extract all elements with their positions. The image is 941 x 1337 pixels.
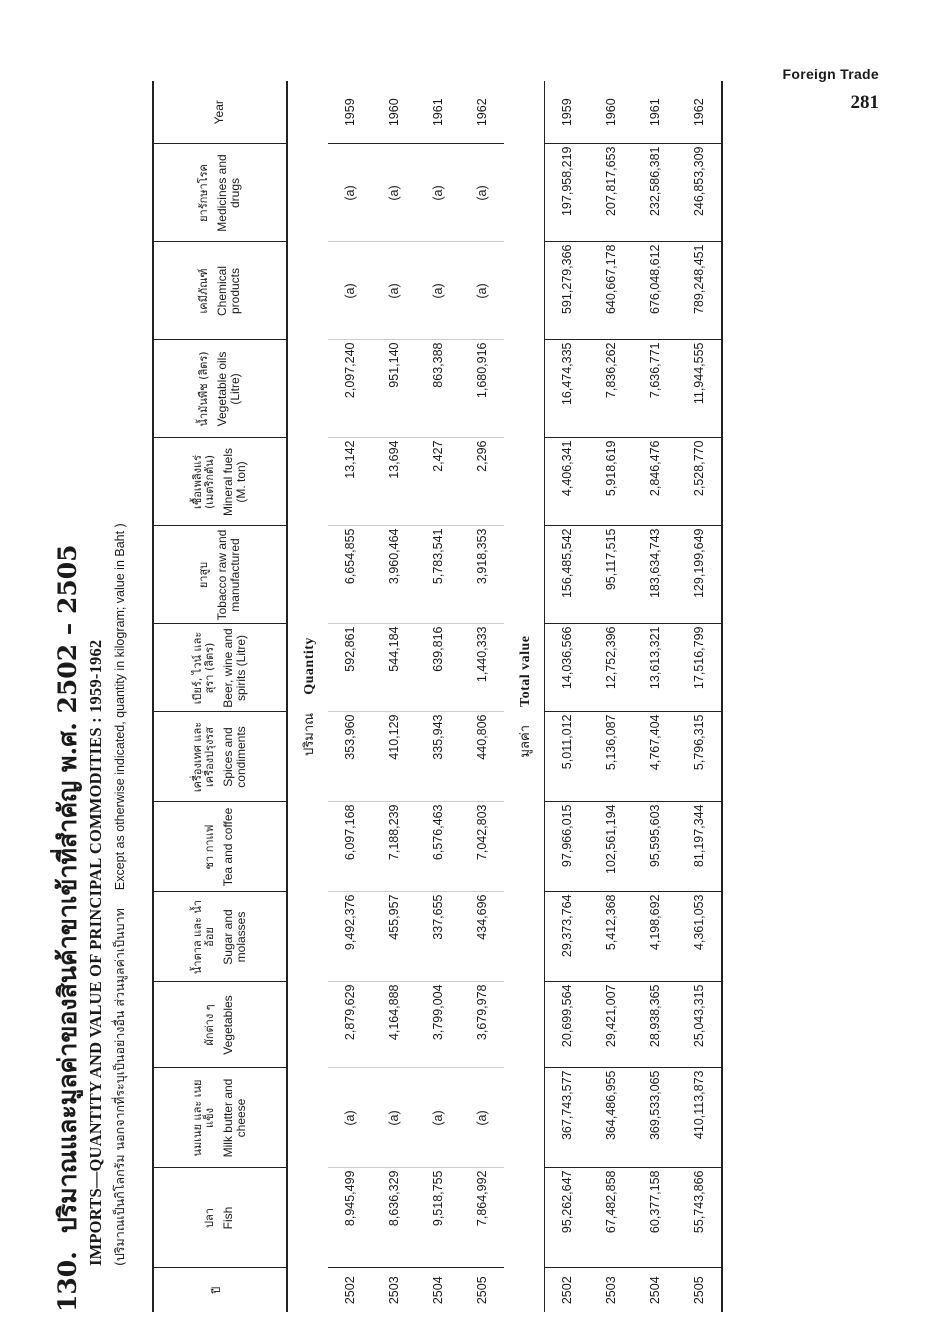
cell-milk: (a): [328, 1068, 372, 1168]
cell-chem: 676,048,612: [633, 242, 677, 340]
cell-oils: 1,680,916: [460, 340, 504, 438]
col-beer: เบียร์, ไวน์ และสุรา (ลิตร) Beer, wine and spirits (Litre): [153, 624, 287, 712]
cell-tobacco: 6,654,855: [328, 526, 372, 624]
running-head: Foreign Trade: [782, 66, 879, 82]
cell-med: 207,817,653: [589, 144, 633, 242]
cell-sugar: 434,696: [460, 892, 504, 982]
cell-milk: (a): [460, 1068, 504, 1168]
section-label-thai: ปริมาณ: [301, 712, 317, 756]
col-fuels: เชื้อเพลิงแร่ (เมตริกตัน) Mineral fuels (M. ton): [153, 438, 287, 526]
table-row: [328, 81, 372, 1312]
cell-tea: 6,097,168: [328, 802, 372, 892]
cell-fuels: 13,694: [372, 438, 416, 526]
cell-milk: 367,743,577: [545, 1068, 590, 1168]
cell-chem: (a): [328, 242, 372, 340]
cell-beer: 17,516,799: [677, 624, 722, 712]
cell-fish: 9,518,755: [416, 1168, 460, 1268]
cell-sugar: 337,655: [416, 892, 460, 982]
section-quantity: [287, 81, 328, 1312]
col-sugar: น้ำตาล และ น้ำอ้อย Sugar and molasses: [153, 892, 287, 982]
header-row: [153, 81, 287, 1312]
cell-med: (a): [416, 144, 460, 242]
cell-milk: (a): [372, 1068, 416, 1168]
col-tobacco: ยาสูบ Tobacco raw and manufactured: [153, 526, 287, 624]
table-row: [545, 81, 590, 1312]
cell-fuels: 2,528,770: [677, 438, 722, 526]
be-year-cell: 2502: [545, 1268, 590, 1312]
cell-tea: 102,561,194: [589, 802, 633, 892]
cell-fish: 95,262,647: [545, 1168, 590, 1268]
year-cell: 1961: [633, 81, 677, 144]
be-year-cell: 2504: [648, 1276, 662, 1305]
cell-med: (a): [460, 144, 504, 242]
page-header: [783, 66, 879, 114]
col-year: Year: [153, 81, 287, 144]
cell-beer: 12,752,396: [589, 624, 633, 712]
year-cell: 1961: [416, 81, 460, 144]
cell-fuels: 4,406,341: [545, 438, 590, 526]
cell-chem: (a): [372, 242, 416, 340]
cell-tobacco: 3,918,353: [460, 526, 504, 624]
cell-tobacco: 156,485,542: [545, 526, 590, 624]
section-total-value: [504, 81, 545, 1312]
cell-chem: 789,248,451: [677, 242, 722, 340]
be-year-cell: 2504: [431, 1276, 445, 1305]
cell-tea: 95,595,603: [633, 802, 677, 892]
cell-veg: 29,421,007: [589, 982, 633, 1068]
cell-tea: 7,188,239: [372, 802, 416, 892]
units-note-english: Except as otherwise indicated, quantity in kilogram; value in Baht ): [113, 523, 127, 891]
cell-oils: 951,140: [372, 340, 416, 438]
cell-milk: (a): [416, 1068, 460, 1168]
col-medicines: ยารักษาโรค Medicines and drugs: [153, 144, 287, 242]
cell-chem: (a): [460, 242, 504, 340]
cell-veg: 20,699,564: [545, 982, 590, 1068]
title-english: IMPORTS—QUANTITY AND VALUE OF PRINCIPAL COMMODITIES : 1959-1962: [86, 639, 105, 1266]
cell-tea: 7,042,803: [460, 802, 504, 892]
cell-veg: 3,679,978: [460, 982, 504, 1068]
cell-oils: 7,636,771: [633, 340, 677, 438]
year-cell: 1962: [460, 81, 504, 144]
cell-med: (a): [372, 144, 416, 242]
year-cell: 1962: [677, 81, 722, 144]
table-row: [460, 81, 504, 1312]
cell-sugar: 4,198,692: [633, 892, 677, 982]
cell-tea: 81,197,344: [677, 802, 722, 892]
cell-veg: 28,938,365: [633, 982, 677, 1068]
cell-tobacco: 5,783,541: [416, 526, 460, 624]
table-number: 130.: [53, 1251, 82, 1312]
page-number: 281: [850, 92, 879, 113]
cell-milk: 369,533,065: [633, 1068, 677, 1168]
table-row: [633, 81, 677, 1312]
cell-spices: 353,960: [328, 712, 372, 802]
table-row: [372, 81, 416, 1312]
cell-tea: 97,966,015: [545, 802, 590, 892]
cell-fish: 60,377,158: [633, 1168, 677, 1268]
cell-sugar: 4,361,053: [677, 892, 722, 982]
cell-chem: 591,279,366: [545, 242, 590, 340]
cell-milk: 410,113,873: [677, 1068, 722, 1168]
cell-oils: 2,097,240: [328, 340, 372, 438]
table-body: [287, 81, 722, 1312]
col-tea: ชา กาแฟ Tea and coffee: [153, 802, 287, 892]
cell-med: 232,586,381: [633, 144, 677, 242]
cell-fuels: 2,846,476: [633, 438, 677, 526]
be-year-cell: 2505: [475, 1276, 489, 1305]
cell-beer: 1,440,333: [460, 624, 504, 712]
col-milk: นมเนย และ เนยแข็ง Milk butter and cheese: [153, 1068, 287, 1168]
cell-fuels: 2,427: [416, 438, 460, 526]
rotated-table-page: [48, 98, 808, 1312]
cell-fish: 67,482,858: [589, 1168, 633, 1268]
cell-chem: (a): [416, 242, 460, 340]
cell-beer: 592,861: [328, 624, 372, 712]
year-cell: 1959: [545, 81, 590, 144]
cell-oils: 863,388: [416, 340, 460, 438]
col-chemical: เคมีภัณฑ์ Chemical products: [153, 242, 287, 340]
col-fish: ปลา Fish: [153, 1168, 287, 1268]
col-oils: น้ำมันพืช (ลิตร) Vegetable oils (Litre): [153, 340, 287, 438]
units-note: [110, 523, 130, 1266]
be-year-cell: 2502: [343, 1276, 357, 1305]
cell-fuels: 13,142: [328, 438, 372, 526]
cell-spices: 410,129: [372, 712, 416, 802]
cell-veg: 2,879,629: [328, 982, 372, 1068]
col-vegetables: ผักต่าง ๆ Vegetables: [153, 982, 287, 1068]
cell-milk: 364,486,955: [589, 1068, 633, 1168]
cell-oils: 11,944,555: [677, 340, 722, 438]
cell-spices: 5,796,315: [677, 712, 722, 802]
cell-spices: 4,767,404: [633, 712, 677, 802]
table-row: [677, 81, 722, 1312]
cell-tea: 6,576,463: [416, 802, 460, 892]
cell-veg: 3,799,004: [416, 982, 460, 1068]
cell-sugar: 5,412,368: [589, 892, 633, 982]
cell-beer: 544,184: [372, 624, 416, 712]
cell-sugar: 455,957: [372, 892, 416, 982]
cell-beer: 14,036,566: [545, 624, 590, 712]
section-label-english: Quantity: [301, 637, 317, 695]
cell-med: 197,958,219: [545, 144, 590, 242]
be-year-cell: 2505: [677, 1268, 722, 1312]
table-titles: [48, 137, 158, 1312]
col-spices: เครื่องเทศ และเครื่องปรุงรส Spices and condiments: [153, 712, 287, 802]
cell-spices: 5,011,012: [545, 712, 590, 802]
cell-tobacco: 3,960,464: [372, 526, 416, 624]
cell-fuels: 5,918,619: [589, 438, 633, 526]
cell-sugar: 9,492,376: [328, 892, 372, 982]
year-cell: 1960: [372, 81, 416, 144]
cell-fish: 7,864,992: [460, 1168, 504, 1268]
be-year-cell: 2503: [387, 1276, 401, 1305]
title-thai-text: ปริมาณและมูลค่าของสินค้าขาเข้าที่สำคัญ พ.ศ. 2502 – 2505: [53, 544, 82, 1234]
cell-fish: 8,945,499: [328, 1168, 372, 1268]
cell-oils: 7,836,262: [589, 340, 633, 438]
table-row: [416, 81, 460, 1312]
cell-med: (a): [328, 144, 372, 242]
cell-spices: 440,806: [460, 712, 504, 802]
col-be-year: ปี: [153, 1268, 287, 1312]
cell-fish: 8,636,329: [372, 1168, 416, 1268]
cell-veg: 4,164,888: [372, 982, 416, 1068]
cell-spices: 335,943: [416, 712, 460, 802]
cell-sugar: 29,373,764: [545, 892, 590, 982]
cell-med: 246,853,309: [677, 144, 722, 242]
title-thai: [48, 544, 88, 1312]
section-label-english: Total value: [517, 635, 533, 707]
cell-tobacco: 95,117,515: [589, 526, 633, 624]
cell-tobacco: 183,634,743: [633, 526, 677, 624]
cell-fish: 55,743,866: [677, 1168, 722, 1268]
cell-tobacco: 129,199,649: [677, 526, 722, 624]
cell-chem: 640,667,178: [589, 242, 633, 340]
cell-veg: 25,043,315: [677, 982, 722, 1068]
section-label-thai: มูลค่า: [517, 724, 533, 758]
imports-table: [152, 81, 723, 1312]
cell-beer: 639,816: [416, 624, 460, 712]
be-year-cell: 2503: [604, 1276, 618, 1305]
year-cell: 1959: [328, 81, 372, 144]
units-note-thai: (ปริมาณเป็นกิโลกรัม นอกจากที่ระบุเป็นอย่างอื่น ส่วนมูลค่าเป็นบาท: [112, 908, 127, 1266]
cell-spices: 5,136,087: [589, 712, 633, 802]
cell-beer: 13,613,321: [633, 624, 677, 712]
cell-oils: 16,474,335: [545, 340, 590, 438]
table-row: [589, 81, 633, 1312]
year-cell: 1960: [589, 81, 633, 144]
cell-fuels: 2,296: [460, 438, 504, 526]
